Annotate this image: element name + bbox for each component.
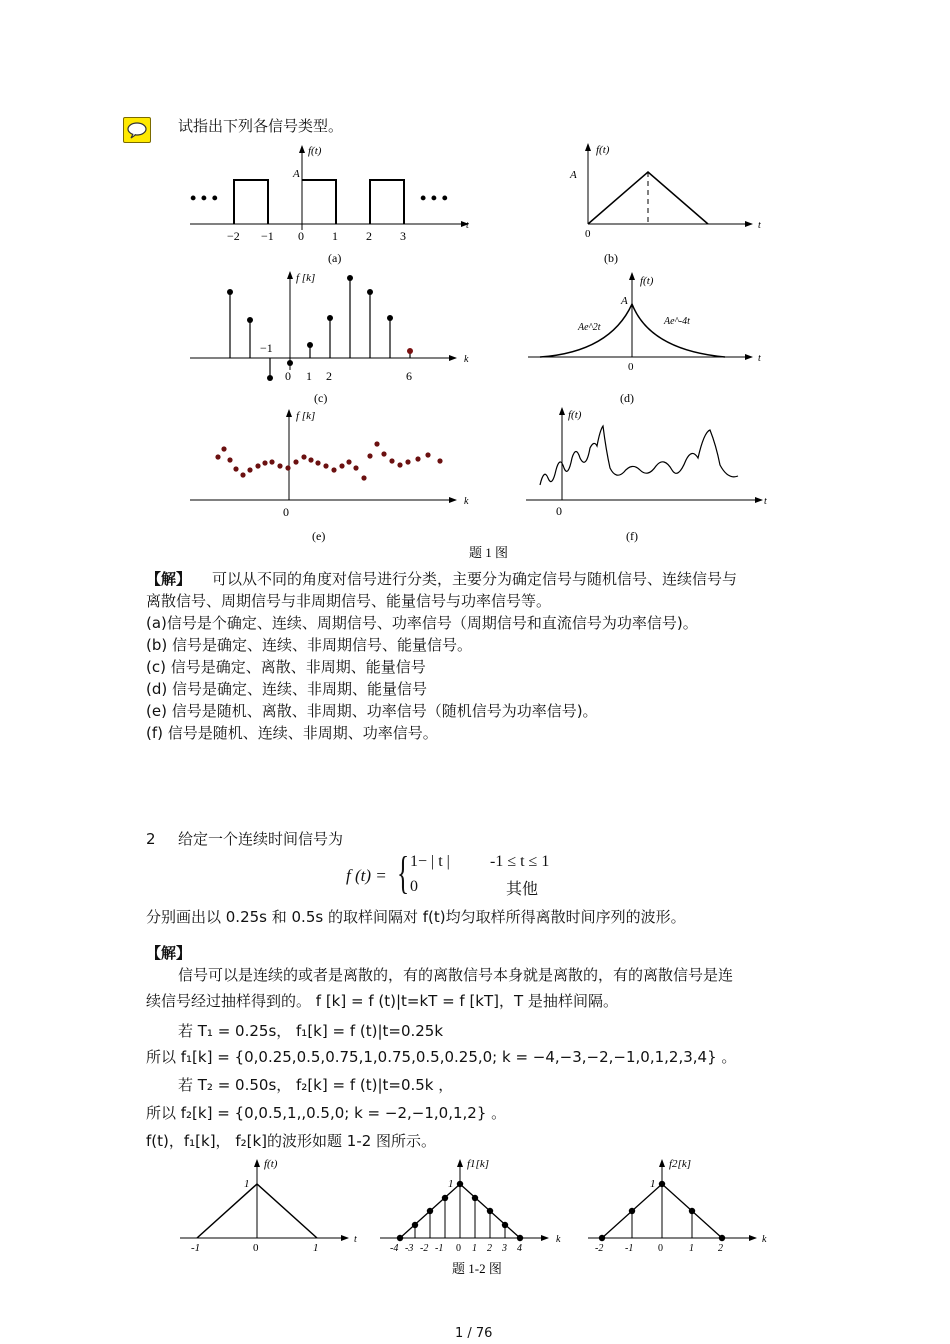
plot-e — [190, 410, 469, 543]
plot-d-left-expr: Ae^2t — [578, 322, 601, 333]
plot-f1-tick: -2 — [420, 1243, 429, 1254]
plot-d-label: (d) — [620, 391, 634, 405]
solution2-line: 续信号经过抽样得到的。 f [k] = f (t)|t=kT = f [kT]，T 是抽样间隔。 — [146, 992, 618, 1010]
plot-a-tick: 2 — [366, 229, 372, 243]
plot-ft-axis: t — [354, 1234, 357, 1245]
plot-b-amp: A — [570, 169, 577, 181]
plot-f1-tick: -1 — [435, 1243, 444, 1254]
plot-d-ylabel: f(t) — [640, 275, 654, 287]
figure2-caption: 题 1-2 图 — [452, 1261, 502, 1276]
plot-a-tick: 0 — [298, 229, 304, 243]
plot-a-tick: 3 — [400, 229, 406, 243]
solution2-line: 若 T₁ = 0.25s， f₁[k] = f (t)|t=0.25k — [178, 1022, 444, 1040]
plot-a-tick: 1 — [332, 229, 338, 243]
plot-b — [569, 144, 761, 265]
plot-c-label: (c) — [314, 391, 328, 405]
solution1-head: 【解】 — [146, 570, 192, 588]
plot-f1-peak: 1 — [448, 1178, 454, 1190]
plot-c-tick: 1 — [306, 369, 312, 383]
plot-ft-tick: 1 — [313, 1242, 319, 1254]
plot-c-axis: k — [464, 354, 469, 365]
formula-lhs: f (t) = — [346, 866, 387, 885]
problem2-task: 分别画出以 0.25s 和 0.5s 的取样间隔对 f(t)均匀取样所得离散时间序列的波形。 — [146, 908, 686, 926]
solution1-line: (a)信号是个确定、连续、周期信号、功率信号（周期信号和直流信号为功率信号)。 — [146, 614, 698, 632]
plot-c-ylabel: f [k] — [296, 272, 316, 284]
formula-case2-cond: 其他 — [506, 879, 539, 898]
problem2-figure — [0, 1150, 950, 1280]
solution1-line: (c) 信号是确定、离散、非周期、能量信号 — [146, 658, 426, 676]
plot-f1-tick: 1 — [472, 1243, 477, 1254]
plot-a-axis: t — [466, 220, 469, 231]
solution2-head: 【解】 — [146, 944, 192, 962]
plot-b-origin: 0 — [585, 228, 591, 240]
problem2-number: 2 — [146, 830, 156, 848]
solution2-line: f(t)，f₁[k]， f₂[k]的波形如题 1-2 图所示。 — [146, 1132, 437, 1150]
plot-c-tick: 2 — [326, 369, 332, 383]
plot-d-right-expr: Ae^-4t — [664, 316, 690, 327]
plot-b-ylabel: f(t) — [596, 144, 610, 156]
solution1-line: (f) 信号是随机、连续、非周期、功率信号。 — [146, 724, 438, 742]
solution2-line: 所以 f₁[k] = {0,0.25,0.5,0.75,1,0.75,0.5,0.25,0; k = −4,−3,−2,−1,0,1,2,3,4} 。 — [146, 1048, 737, 1066]
plot-f2-tick: 1 — [689, 1243, 694, 1254]
plot-a-amp: A — [293, 168, 300, 180]
plot-f2-tick: 0 — [658, 1243, 663, 1254]
problem1-figure — [0, 135, 950, 565]
plot-f1-ylabel: f1[k] — [467, 1158, 489, 1170]
solution1-line: (d) 信号是确定、连续、非周期、能量信号 — [146, 680, 427, 698]
plot-d — [528, 273, 761, 405]
plot-e-label: (e) — [312, 529, 326, 543]
solution1-line: (b) 信号是确定、连续、非周期信号、能量信号。 — [146, 636, 472, 654]
plot-a-dots-left: • • • — [190, 188, 218, 208]
plot-f2-ylabel: f2[k] — [669, 1158, 691, 1170]
plot-f1-tick: 2 — [487, 1243, 492, 1254]
plot-b-label: (b) — [604, 251, 618, 265]
plot-c-tick: 6 — [406, 369, 412, 383]
solution1-line: 离散信号、周期信号与非周期信号、能量信号与功率信号等。 — [146, 592, 552, 610]
plot-f1-tick: 0 — [456, 1243, 461, 1254]
plot-f-origin: 0 — [556, 504, 562, 518]
plot-a-dots-right: • • • — [420, 188, 448, 208]
problem2-prompt: 给定一个连续时间信号为 — [178, 830, 344, 848]
plot-d-origin: 0 — [628, 361, 634, 373]
plot-ft-ylabel: f(t) — [264, 1158, 278, 1170]
plot-f-axis: t — [764, 496, 767, 507]
plot-f2-peak: 1 — [650, 1178, 656, 1190]
plot-a-label: (a) — [328, 251, 342, 265]
plot-e-ylabel: f [k] — [296, 410, 316, 422]
plot-f2-tick: -1 — [625, 1243, 634, 1254]
formula-case1-cond: -1 ≤ t ≤ 1 — [490, 853, 550, 870]
plot-ft — [180, 1158, 357, 1254]
plot-d-axis: t — [758, 353, 761, 364]
plot-c — [190, 272, 469, 405]
plot-a-ylabel: f(t) — [308, 145, 322, 157]
plot-f1-axis: k — [556, 1234, 561, 1245]
solution2-line: 若 T₂ = 0.50s， f₂[k] = f (t)|t=0.5k ， — [178, 1076, 454, 1094]
plot-ft-peak: 1 — [244, 1178, 250, 1190]
plot-f1-tick: -3 — [405, 1243, 414, 1254]
plot-a-tick: −2 — [227, 229, 240, 243]
plot-a — [190, 145, 469, 265]
plot-f2-tick: 2 — [718, 1243, 723, 1254]
plot-f2-tick: -2 — [595, 1243, 604, 1254]
plot-f1-tick: -4 — [390, 1243, 399, 1254]
plot-c-tick: 0 — [285, 369, 291, 383]
plot-f1-tick: 4 — [517, 1243, 522, 1254]
formula-case1-expr: 1− | t | — [410, 853, 450, 870]
plot-ft-tick: 0 — [253, 1242, 259, 1254]
plot-ft-tick: -1 — [191, 1242, 201, 1254]
plot-f — [526, 408, 767, 543]
plot-f1-tick: 3 — [502, 1243, 507, 1254]
figure1-caption: 题 1 图 — [469, 545, 509, 560]
formula-brace: { — [397, 847, 410, 898]
page-number: 1 / 76 — [455, 1326, 493, 1341]
plot-d-amp: A — [621, 295, 628, 307]
plot-e-origin: 0 — [283, 505, 289, 519]
plot-f-ylabel: f(t) — [568, 409, 582, 421]
formula-case2-expr: 0 — [410, 878, 418, 895]
solution2-line: 信号可以是连续的或者是离散的，有的离散信号本身就是离散的，有的离散信号是连 — [178, 966, 734, 984]
plot-b-axis: t — [758, 220, 761, 231]
solution1-line: 可以从不同的角度对信号进行分类，主要分为确定信号与随机信号、连续信号与 — [212, 570, 738, 588]
plot-f2-axis: k — [762, 1234, 767, 1245]
solution2-line: 所以 f₂[k] = {0,0.5,1,,0.5,0; k = −2,−1,0,1,2} 。 — [146, 1104, 507, 1122]
problem1-prompt: 试指出下列各信号类型。 — [178, 117, 344, 135]
plot-f-label: (f) — [626, 529, 638, 543]
plot-c-tick: −1 — [260, 341, 273, 355]
plot-e-axis: k — [464, 496, 469, 507]
solution1-line: (e) 信号是随机、离散、非周期、功率信号（随机信号为功率信号)。 — [146, 702, 598, 720]
plot-a-tick: −1 — [261, 229, 274, 243]
plot-f2 — [588, 1158, 767, 1254]
plot-f1 — [380, 1158, 561, 1254]
